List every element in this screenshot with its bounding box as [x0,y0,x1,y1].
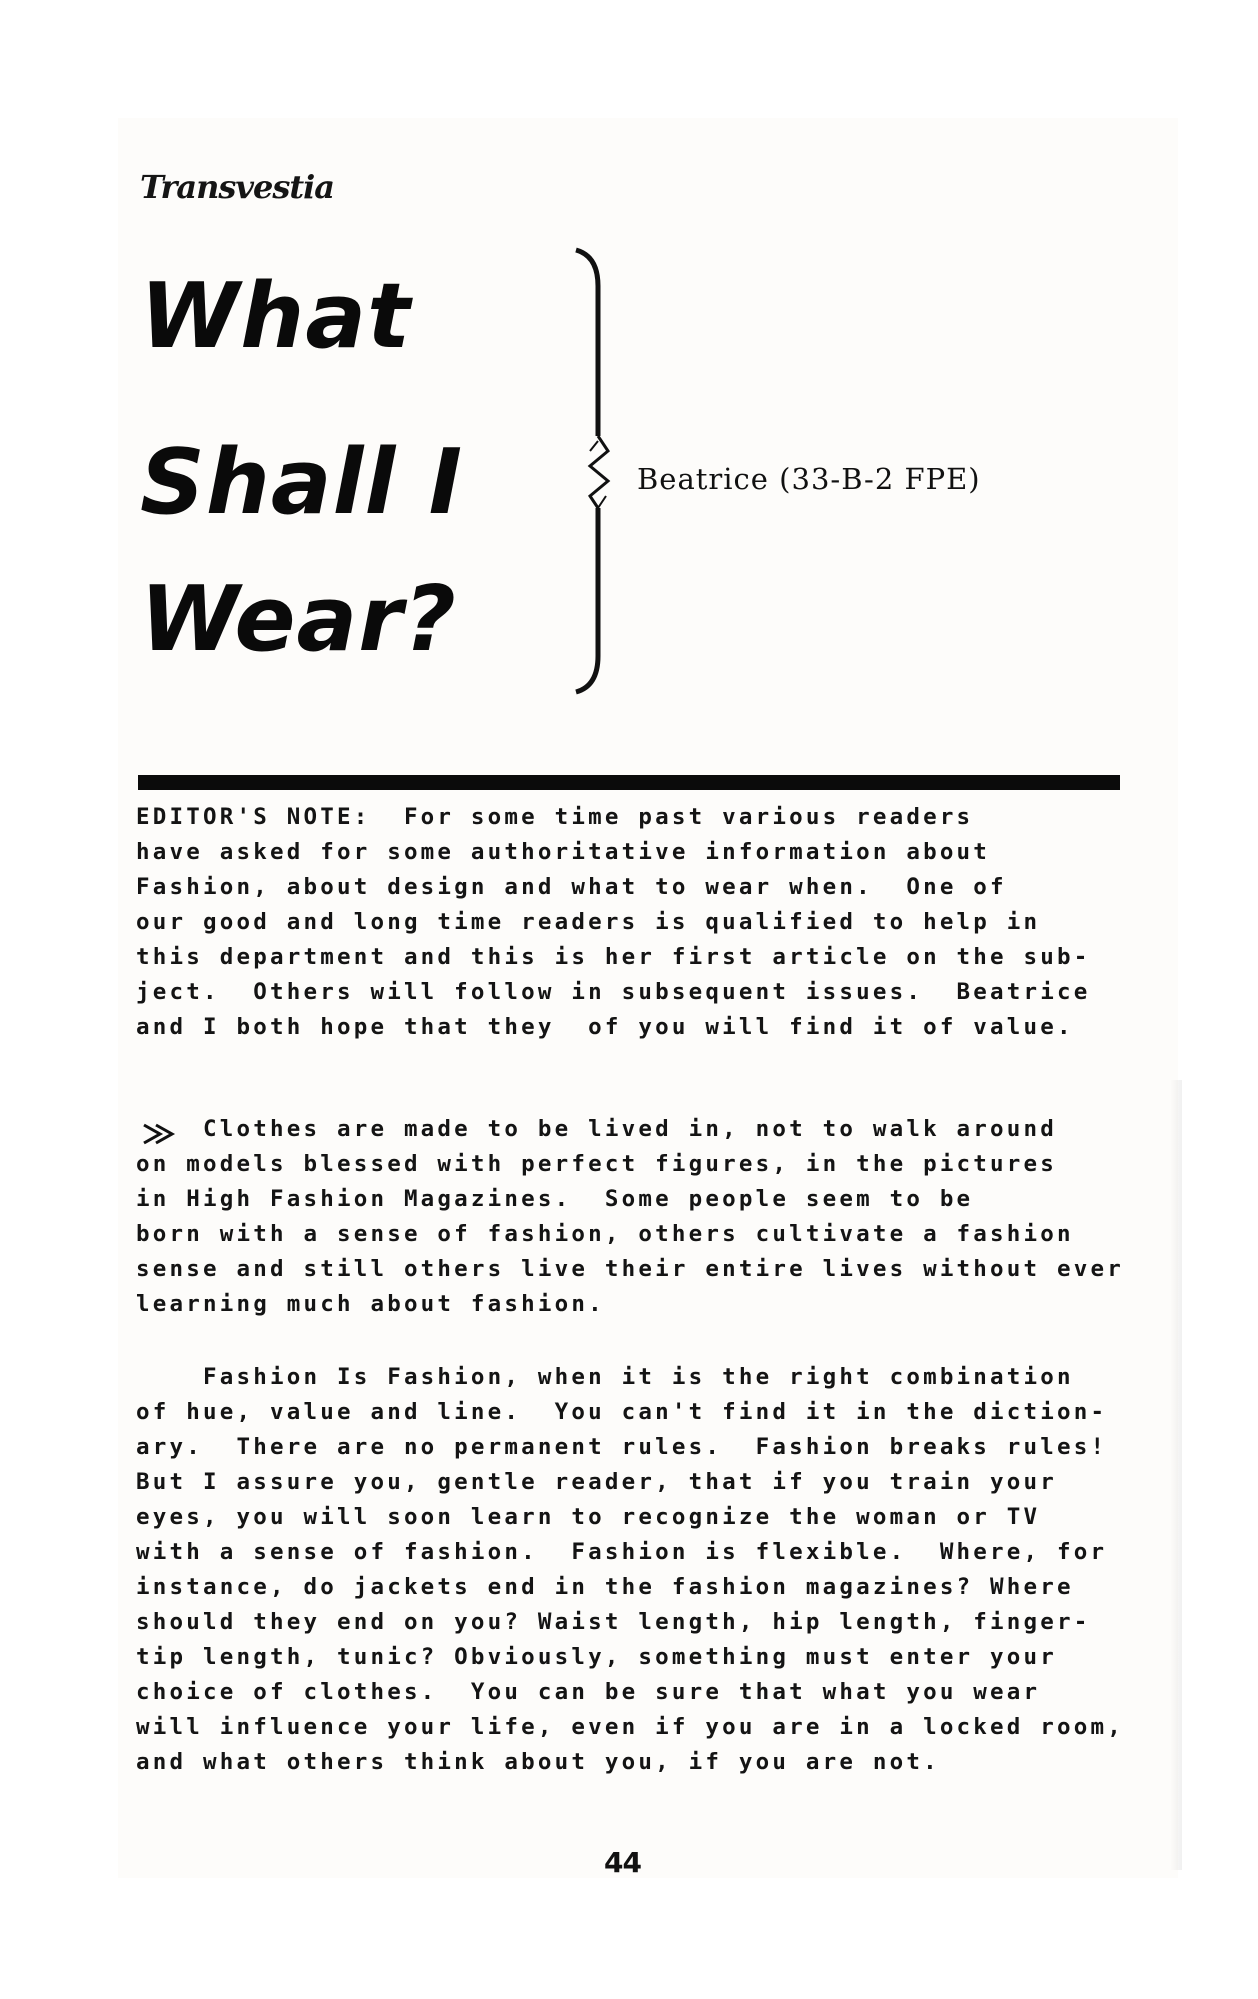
page-number: 44 [604,1846,641,1879]
decorative-brace [570,246,630,696]
title-line-3: Wear? [140,567,457,672]
title-line-1: What [140,264,412,369]
page-edge-shadow [1170,1080,1182,1870]
masthead: Transvestia [140,168,334,206]
editor-note: EDITOR'S NOTE: For some time past various readers have asked for some authoritative information about Fashion, about design and what to wear when. One of our good and long time readers is qualified to help in this department and this is her first article on the sub- ject. Others will follow in subsequent issues. Beatrice and I both hope that they of you will find it of value. [136,804,1091,1040]
author-byline: Beatrice (33-B-2 FPE) [637,462,981,496]
body-paragraph-1: Clothes are made to be lived in, not to walk around on models blessed with perfect figures, in the pictures in High Fashion Magazines. Some people seem to be born with a sense of fashion, others cultivate a fashion sense and still others live their entire lives without ever learning much about fashion. [136,1116,1125,1317]
body-paragraph-2: Fashion Is Fashion, when it is the right combination of hue, value and line. You can't find it in the diction- ary. There are no permanent rules. Fashion breaks rules! But I assure you, gentle reader, that if you train your eyes, you will soon learn to recognize the woman or TV with a sense of fashion. Fashion is flexible. Where, for instance, do jackets end in the fashion magazines? Where should they end on you? Waist length, hip length, finger- tip length, tunic? Obviously, something must enter your choice of clothes. You can be sure that what you wear will influence your life, even if you are in a locked room, and what others think about you, if you are not. [136,1364,1125,1775]
horizontal-rule [138,775,1120,790]
title-line-2: Shall I [140,430,464,535]
